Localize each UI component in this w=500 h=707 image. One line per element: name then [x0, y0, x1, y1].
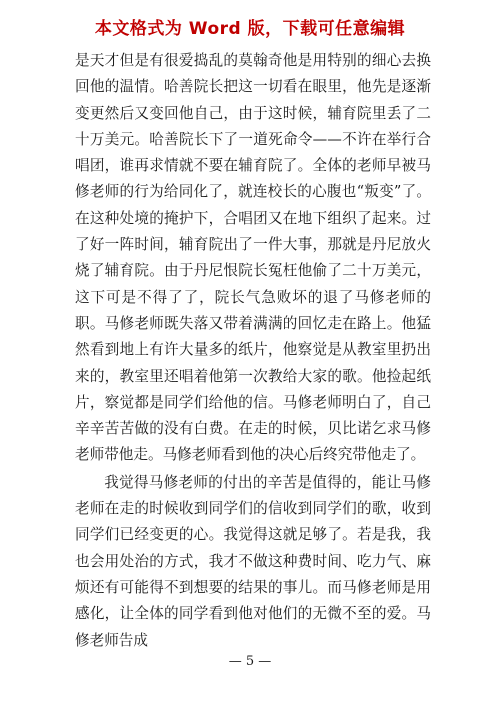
- document-body: [75, 48, 431, 654]
- page-number: — 5 —: [228, 654, 272, 669]
- document-banner: 本文格式为 Word 版，下载可任意编辑: [94, 19, 406, 39]
- paragraph-reflection: 我觉得马修老师的付出的辛苦是值得的，能让马修老师在走的时候收到同学们的信收到同学们的歌，收到同学们已经变更的心。我觉得这就足够了。若是我，我也会用处治的方式，我才不做这种费时间、吃力气、麻烦还有可能得不到想要的结果的事儿。而马修老师是用感化，让全体的同学看到他对他们的无微不至的爱。马修老师告成: [75, 473, 431, 649]
- paragraph-continued: 是天才但是有很爱捣乱的莫翰奇他是用特别的细心去换回他的温情。哈善院长把这一切看在眼里，他先是逐渐变更然后又变回他自己，由于这时候，辅育院里丢了二十万美元。哈善院长下了一道死命令——不许在举行合唱团，谁再求情就不要在辅育院了。全体的老师早被马修老师的行为给同化了，就连校长的心腹也“叛变”了。在这种处境的掩护下，合唱团又在地下组织了起来。过了好一阵时间，辅育院出了一件大事，那就是丹尼放火烧了辅育院。由于丹尼恨院长冤枉他偷了二十万美元，这下可是不得了了，院长气急败坏的退了马修老师的职。马修老师既失落又带着满满的回忆走在路上。他猛然看到地上有许大量多的纸片，他察觉是从教室里扔出来的，教室里还唱着他第一次教给大家的歌。他捡起纸片，察觉都是同学们给他的信。马修老师明白了，自己辛辛苦苦做的没有白费。在走的时候，贝比诺乞求马修老师带他走。马修老师看到他的决心后终究带他走了。: [75, 52, 431, 464]
